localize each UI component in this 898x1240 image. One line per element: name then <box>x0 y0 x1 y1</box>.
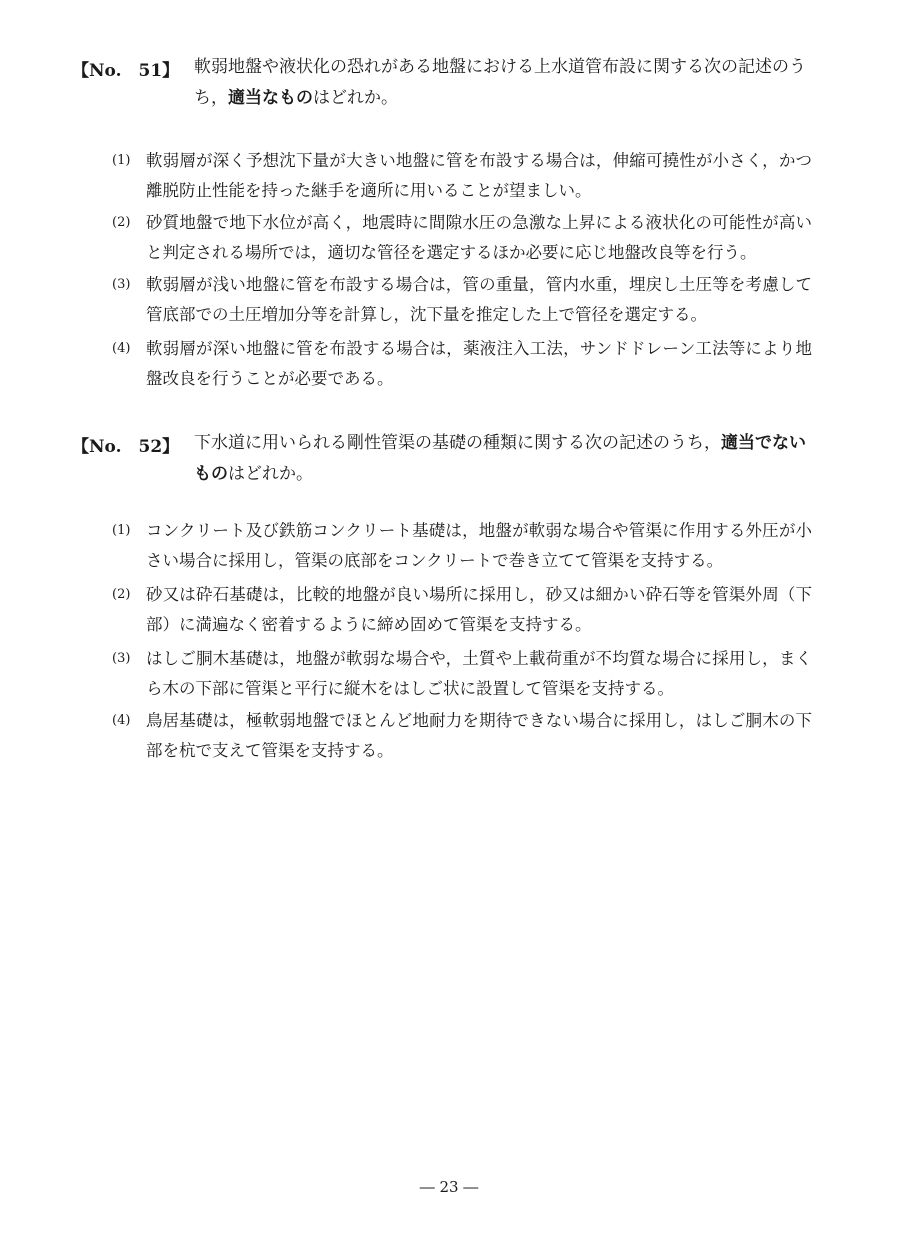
q51-stem-after: はどれか。 <box>313 88 398 108</box>
q52-stem <box>194 428 806 490</box>
q52-option-2-text: 砂又は砕石基礎は，比較的地盤が良い場所に採用し，砂又は細かい砕石等を管渠外周（下部）に満遍なく密着するように締め固めて管渠を支持する。 <box>146 585 812 634</box>
q52-stem-before: 下水道に用いられる剛性管渠の基礎の種類に関する次の記述のうち， <box>194 433 721 453</box>
q51-option-4 <box>112 334 812 394</box>
q52-option-1-num: (1) <box>112 523 131 538</box>
q51-option-3-text: 軟弱層が浅い地盤に管を布設する場合は，管の重量，管内水重，埋戻し土圧等を考慮して管底部での土圧増加分等を計算し，沈下量を推定した上で管径を選定する。 <box>146 275 812 324</box>
q52-label: 【No. 52】 <box>72 437 180 457</box>
q51-option-4-num: (4) <box>112 341 131 356</box>
q52-option-3 <box>112 644 812 704</box>
q52-option-1 <box>112 516 812 576</box>
q51-stem-before: 軟弱地盤や液状化の恐れがある地盤における上水道管布設に関する次の記述のうち， <box>194 57 806 108</box>
q51-label: 【No. 51】 <box>72 61 180 81</box>
q52-option-1-text: コンクリート及び鉄筋コンクリート基礎は，地盤が軟弱な場合や管渠に作用する外圧が小さい場合に採用し，管渠の底部をコンクリートで巻き立てて管渠を支持する。 <box>146 521 812 570</box>
q52-stem-after: はどれか。 <box>228 464 313 484</box>
q51-option-3 <box>112 270 812 330</box>
q51-option-1-num: (1) <box>112 153 131 168</box>
q51-stem-emphasis: 適当なもの <box>228 88 313 108</box>
q51-option-2-text: 砂質地盤で地下水位が高く，地震時に間隙水圧の急激な上昇による液状化の可能性が高いと判定される場所では，適切な管径を選定するほか必要に応じ地盤改良等を行う。 <box>146 213 812 262</box>
q52-option-3-text: はしご胴木基礎は，地盤が軟弱な場合や，土質や上載荷重が不均質な場合に採用し，まくら木の下部に管渠と平行に縦木をはしご状に設置して管渠を支持する。 <box>146 649 812 698</box>
q52-option-2-num: (2) <box>112 587 131 602</box>
q51-option-3-num: (3) <box>112 277 131 292</box>
q51-option-4-text: 軟弱層が深い地盤に管を布設する場合は，薬液注入工法，サンドドレーン工法等により地盤改良を行うことが必要である。 <box>146 339 812 388</box>
q52-option-4-text: 鳥居基礎は，極軟弱地盤でほとんど地耐力を期待できない場合に採用し，はしご胴木の下部を杭で支えて管渠を支持する。 <box>146 711 812 760</box>
q52-option-4-num: (4) <box>112 713 131 728</box>
q52-option-4 <box>112 706 812 766</box>
page-number: ― 23 ― <box>419 1178 479 1196</box>
q51-option-1 <box>112 146 812 206</box>
q51-option-2 <box>112 208 812 268</box>
q52-option-2 <box>112 580 812 640</box>
q52-option-3-num: (3) <box>112 651 131 666</box>
q51-option-2-num: (2) <box>112 215 131 230</box>
q51-stem <box>194 52 806 114</box>
q52-stem-emphasis: 適当でないもの <box>194 433 806 484</box>
q51-option-1-text: 軟弱層が深く予想沈下量が大きい地盤に管を布設する場合は，伸縮可撓性が小さく，かつ離脱防止性能を持った継手を適所に用いることが望ましい。 <box>146 151 812 200</box>
